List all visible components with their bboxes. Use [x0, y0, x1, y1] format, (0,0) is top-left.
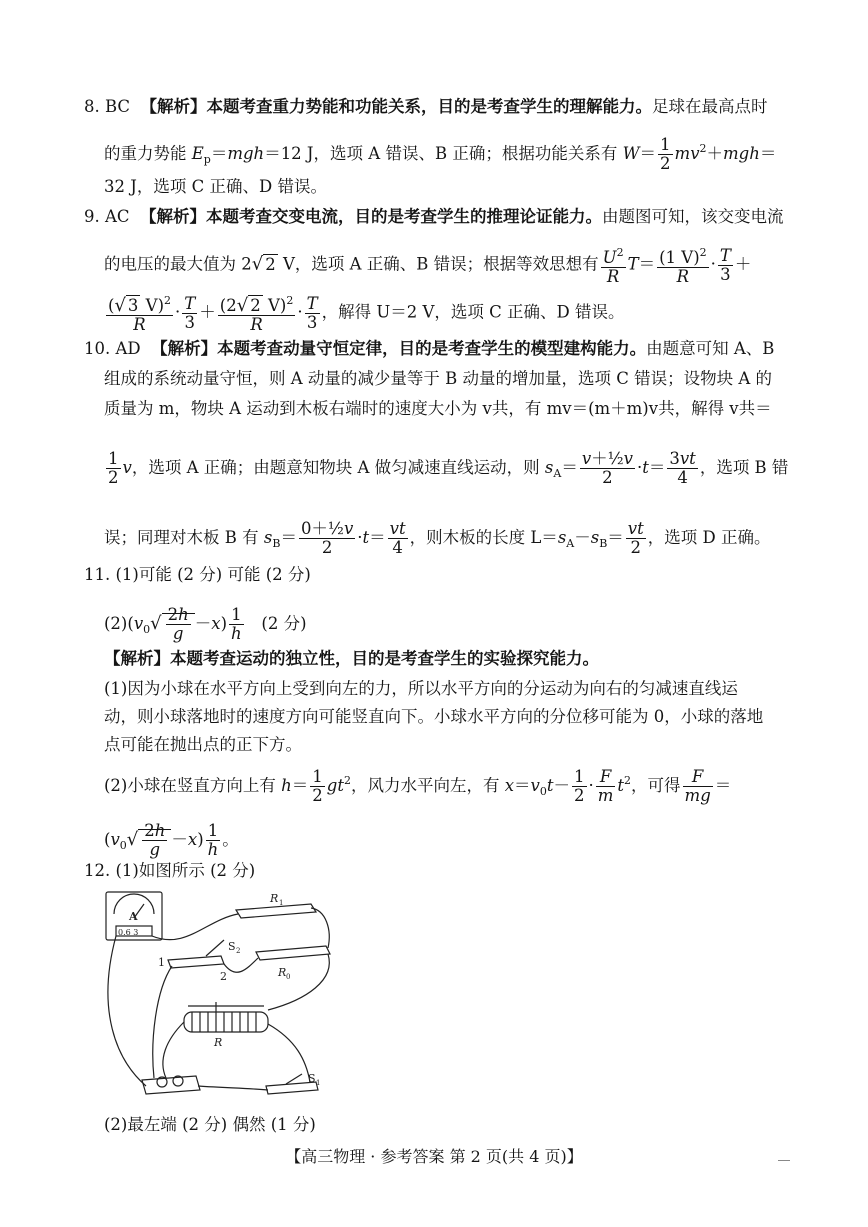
switch-s1-lever	[286, 1074, 302, 1084]
s2-sub: 2	[236, 947, 241, 955]
wire	[152, 914, 238, 940]
ammeter-scale: 0.6 3	[118, 928, 139, 937]
rheostat-label: R	[214, 1036, 223, 1049]
wire	[108, 936, 146, 1086]
q11-line1: 11. (1)可能 (2 分) 可能 (2 分)	[84, 565, 311, 584]
terminal-2: 2	[220, 970, 227, 983]
wire	[268, 954, 329, 1010]
q9-line3: $\frac{(√ 3 V)^2}{R}$ · $\frac{T}{3}$ ＋ $\frac{(2√ 2 V)^2}{R}$ · $\frac{T}{3}$ ，解得 U＝2 V，选项 C 正确、D 错误。	[108, 293, 625, 334]
q11-p5: ($v_0√$ $\frac{2h}{g}$ －x) $\frac{1}{h}$ 。	[104, 821, 239, 859]
circuit-diagram	[96, 890, 356, 1120]
r0-sub: 0	[286, 973, 291, 981]
page-footer: 【高三物理 · 参考答案 第 2 页(共 4 页)】	[285, 1147, 583, 1166]
terminal-1: 1	[158, 956, 165, 969]
q11-p1: (1)因为小球在水平方向上受到向左的力，所以水平方向的分运动为向右的匀减速直线运	[104, 679, 738, 698]
q10-line2: 组成的系统动量守恒，则 A 动量的减少量等于 B 动量的增加量，选项 C 错误；设物块 A 的	[104, 369, 773, 388]
r1-label: R	[270, 892, 279, 905]
q11-line2: $(2)(v_0√$ $\frac{2h}{g}$ －x) $\frac{1}{h}$ (2 分)	[104, 605, 307, 643]
q12-last-line: (2)最左端 (2 分) 偶然 (1 分)	[104, 1115, 316, 1134]
q8-line1: 8. BC 【解析】本题考查重力势能和功能关系，目的是考查学生的理解能力。足球在最高点时	[84, 97, 768, 116]
q12-line1: 12. (1)如图所示 (2 分)	[84, 861, 256, 880]
q10-line5: 误；同理对木板 B 有 $s_B=$ $\frac{\text{0＋½v}}{2}$ ·t＝ $\frac{vt}{4}$ ，则木板的长度 $L=s_A-s_B=$ $\frac{vt}{2}$ ，选项 D 正确。	[104, 519, 771, 557]
battery	[142, 1076, 200, 1094]
resistor-r1	[236, 904, 316, 918]
wire	[311, 908, 329, 948]
q10-line4: $\frac{1}{2}$ v，选项 A 正确；由题意知物块 A 做匀减速直线运动，则 $s_A=$ $\frac{\text{v＋½v}}{2}$ ·t＝ $\frac{3vt}{4}$ ，选项 B 错	[108, 449, 789, 487]
wire	[163, 1022, 184, 1078]
r0-label: R	[278, 966, 287, 979]
wire	[198, 1086, 268, 1090]
s1-sub: 1	[316, 1079, 321, 1087]
switch-s2-lever	[206, 940, 224, 956]
s2-label: S	[228, 940, 236, 953]
corner-mark	[778, 1160, 790, 1161]
ammeter-label: A	[129, 910, 138, 923]
wire	[224, 958, 258, 972]
resistor-r0	[256, 946, 330, 960]
q9-line1: 9. AC 【解析】本题考查交变电流，目的是考查学生的推理论证能力。由题图可知，该交变电流	[84, 207, 784, 226]
q9-line2: 的电压的最大值为 2√ 2 V，选项 A 正确、B 错误；根据等效思想有 $\frac{U^2}{R}$ T＝ $\frac{(1 V)^2}{R}$ · $\frac{T}{3}$ ＋	[104, 245, 752, 286]
q11-p2: 动，则小球落地时的速度方向可能竖直向下。小球水平方向的分位移可能为 0，小球的落地	[104, 707, 764, 726]
wire	[268, 1024, 310, 1082]
r1-sub: 1	[279, 899, 284, 907]
q8-line2: 的重力势能 $E_p=mgh=12$ J，选项 A 错误、B 正确；根据功能关系有 W＝ $\frac{1}{2}$ $mv^2+mgh=$	[104, 135, 777, 173]
switch-s2-base	[168, 956, 224, 968]
q10-line3: 质量为 m，物块 A 运动到木板右端时的速度大小为 v共，有 mv＝(m＋m)v共，解得 v共＝	[104, 399, 772, 418]
q11-p4: (2)小球在竖直方向上有 h＝ $\frac{1}{2}$ $gt^2$，风力水平向左，有 $x=v_0t-$ $\frac{1}{2}$ · $\frac{F}{m}$ $t^2$，可得 $\frac{F}{mg}$ ＝	[104, 767, 732, 805]
s1-label: S	[308, 1072, 316, 1085]
q10-line1: 10. AD 【解析】本题考查动量守恒定律，目的是考查学生的模型建构能力。由题意可知 A、B	[84, 339, 775, 358]
q11-analysis-tag: 【解析】本题考查运动的独立性，目的是考查学生的实验探究能力。	[104, 649, 599, 668]
q8-line3: 32 J，选项 C 正确、D 错误。	[104, 177, 327, 196]
q11-p3: 点可能在抛出点的正下方。	[104, 735, 302, 754]
